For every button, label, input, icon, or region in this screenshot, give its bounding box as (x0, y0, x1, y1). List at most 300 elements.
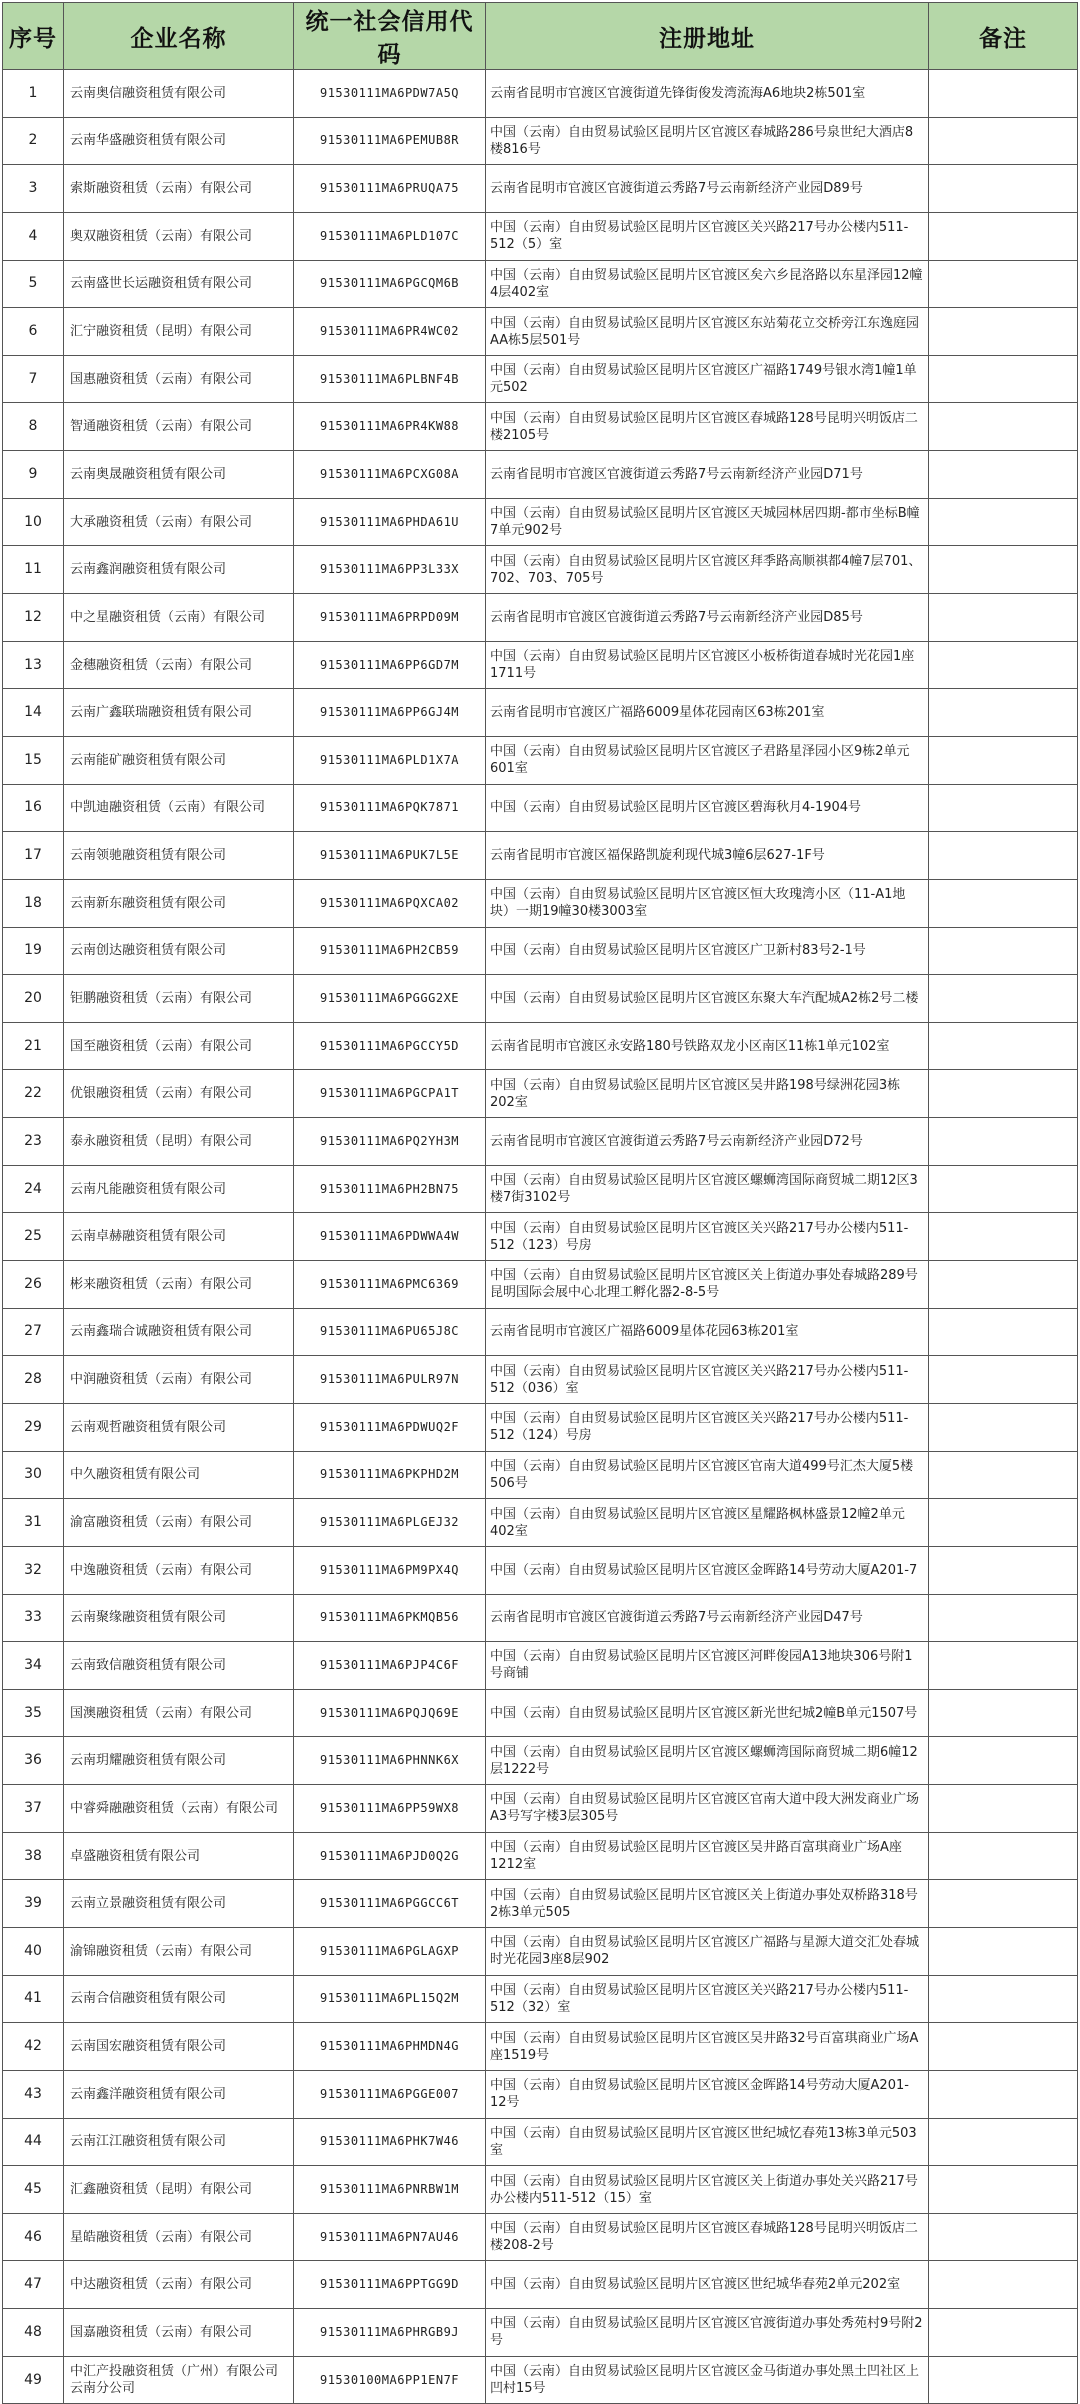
note-cell (929, 2166, 1078, 2214)
row-index: 25 (3, 1213, 64, 1261)
row-index: 24 (3, 1165, 64, 1213)
credit-code: 91530111MA6PQ2YH3M (294, 1118, 486, 1166)
row-index: 45 (3, 2166, 64, 2214)
registered-address: 中国（云南）自由贸易试验区昆明片区官渡区吴井路198号绿洲花园3栋202室 (486, 1070, 929, 1118)
table-row (3, 1022, 1078, 1070)
note-cell (929, 641, 1078, 689)
credit-code: 91530111MA6PHNNK6X (294, 1737, 486, 1785)
credit-code: 91530111MA6PEMUB8R (294, 117, 486, 165)
table-row (3, 308, 1078, 356)
row-index: 11 (3, 546, 64, 594)
registered-address: 中国（云南）自由贸易试验区昆明片区官渡区关兴路217号办公楼内511-512（5）室 (486, 212, 929, 260)
credit-code: 91530111MA6PR4WC02 (294, 308, 486, 356)
row-index: 16 (3, 784, 64, 832)
registered-address: 中国（云南）自由贸易试验区昆明片区官渡区金晖路14号劳动大厦A201-12号 (486, 2070, 929, 2118)
registered-address: 中国（云南）自由贸易试验区昆明片区官渡区吴井路32号百富琪商业广场A座1519号 (486, 2023, 929, 2071)
credit-code: 91530111MA6PHK7W46 (294, 2118, 486, 2166)
credit-code: 91530111MA6PR4KW88 (294, 403, 486, 451)
registered-address: 云南省昆明市官渡区官渡街道先锋街俊发湾流海A6地块2栋501室 (486, 70, 929, 118)
registered-address: 中国（云南）自由贸易试验区昆明片区官渡区子君路星泽园小区9栋2单元601室 (486, 736, 929, 784)
credit-code: 91530111MA6PRUQA75 (294, 165, 486, 213)
registered-address: 中国（云南）自由贸易试验区昆明片区官渡区官南大道499号汇杰大厦5楼506号 (486, 1451, 929, 1499)
registered-address: 中国（云南）自由贸易试验区昆明片区官渡区拜季路高顺祺都4幢7层701、702、703、705号 (486, 546, 929, 594)
registered-address: 云南省昆明市官渡区官渡街道云秀路7号云南新经济产业园D72号 (486, 1118, 929, 1166)
registered-address: 中国（云南）自由贸易试验区昆明片区官渡区金晖路14号劳动大厦A201-7 (486, 1546, 929, 1594)
header-company-name: 企业名称 (64, 3, 294, 70)
registered-address: 中国（云南）自由贸易试验区昆明片区官渡区矣六乡昆洛路以东星泽园12幢4层402室 (486, 260, 929, 308)
credit-code: 91530111MA6PGGE007 (294, 2070, 486, 2118)
company-name: 中润融资租赁（云南）有限公司 (64, 1356, 294, 1404)
note-cell (929, 1403, 1078, 1451)
company-name: 钜鹏融资租赁（云南）有限公司 (64, 975, 294, 1023)
row-index: 29 (3, 1403, 64, 1451)
company-name: 智通融资租赁（云南）有限公司 (64, 403, 294, 451)
credit-code: 91530111MA6PQK7871 (294, 784, 486, 832)
credit-code: 91530111MA6PLBNF4B (294, 355, 486, 403)
credit-code: 91530111MA6PP6GD7M (294, 641, 486, 689)
company-name: 国至融资租赁（云南）有限公司 (64, 1022, 294, 1070)
note-cell (929, 689, 1078, 737)
registered-address: 中国（云南）自由贸易试验区昆明片区官渡区碧海秋月4-1904号 (486, 784, 929, 832)
row-index: 4 (3, 212, 64, 260)
table-row (3, 355, 1078, 403)
registered-address: 中国（云南）自由贸易试验区昆明片区官渡区金马街道办事处黑土凹社区上凹村15号 (486, 2356, 929, 2404)
company-name: 中睿舜融融资租赁（云南）有限公司 (64, 1785, 294, 1833)
note-cell (929, 2118, 1078, 2166)
credit-code: 91530111MA6PN7AU46 (294, 2213, 486, 2261)
credit-code: 91530111MA6PPTGG9D (294, 2261, 486, 2309)
company-name: 云南江江融资租赁有限公司 (64, 2118, 294, 2166)
credit-code: 91530111MA6PGCQM6B (294, 260, 486, 308)
note-cell (929, 498, 1078, 546)
header-notes: 备注 (929, 3, 1078, 70)
table-body (3, 70, 1078, 2404)
table-row (3, 165, 1078, 213)
company-name: 云南奥晟融资租赁有限公司 (64, 451, 294, 499)
company-name: 中达融资租赁（云南）有限公司 (64, 2261, 294, 2309)
table-row (3, 1118, 1078, 1166)
note-cell (929, 1499, 1078, 1547)
table-row (3, 594, 1078, 642)
table-row (3, 641, 1078, 689)
row-index: 8 (3, 403, 64, 451)
row-index: 46 (3, 2213, 64, 2261)
table-row (3, 1261, 1078, 1309)
row-index: 13 (3, 641, 64, 689)
registered-address: 云南省昆明市官渡区官渡街道云秀路7号云南新经济产业园D89号 (486, 165, 929, 213)
registered-address: 中国（云南）自由贸易试验区昆明片区官渡区螺蛳湾国际商贸城二期12区3楼7街3102号 (486, 1165, 929, 1213)
table-row (3, 1356, 1078, 1404)
company-name: 云南新东融资租赁有限公司 (64, 879, 294, 927)
credit-code: 91530111MA6PGCPA1T (294, 1070, 486, 1118)
table-row (3, 1070, 1078, 1118)
note-cell (929, 1642, 1078, 1690)
note-cell (929, 212, 1078, 260)
note-cell (929, 70, 1078, 118)
row-index: 30 (3, 1451, 64, 1499)
registered-address: 中国（云南）自由贸易试验区昆明片区官渡区关兴路217号办公楼内511-512（036）室 (486, 1356, 929, 1404)
company-name: 云南致信融资租赁有限公司 (64, 1642, 294, 1690)
note-cell (929, 975, 1078, 1023)
row-index: 38 (3, 1832, 64, 1880)
credit-code: 91530111MA6PH2BN75 (294, 1165, 486, 1213)
note-cell (929, 1261, 1078, 1309)
row-index: 37 (3, 1785, 64, 1833)
row-index: 48 (3, 2309, 64, 2357)
row-index: 47 (3, 2261, 64, 2309)
row-index: 43 (3, 2070, 64, 2118)
registered-address: 中国（云南）自由贸易试验区昆明片区官渡区恒大玫瑰湾小区（11-A1地块）一期19幢30楼3003室 (486, 879, 929, 927)
note-cell (929, 2070, 1078, 2118)
header-row (3, 3, 1078, 70)
table-row (3, 546, 1078, 594)
company-name: 云南玥耀融资租赁有限公司 (64, 1737, 294, 1785)
note-cell (929, 1689, 1078, 1737)
registered-address: 中国（云南）自由贸易试验区昆明片区官渡区小板桥街道春城时光花园1座1711号 (486, 641, 929, 689)
company-name: 云南鑫润融资租赁有限公司 (64, 546, 294, 594)
registered-address: 中国（云南）自由贸易试验区昆明片区官渡区春城路128号昆明兴明饭店二楼208-2号 (486, 2213, 929, 2261)
note-cell (929, 451, 1078, 499)
registered-address: 中国（云南）自由贸易试验区昆明片区官渡区关上街道办事处关兴路217号办公楼内511-512（15）室 (486, 2166, 929, 2214)
note-cell (929, 308, 1078, 356)
credit-code: 91530111MA6PL15Q2M (294, 1975, 486, 2023)
company-name: 国嘉融资租赁（云南）有限公司 (64, 2309, 294, 2357)
row-index: 39 (3, 1880, 64, 1928)
note-cell (929, 1785, 1078, 1833)
table-row (3, 1546, 1078, 1594)
note-cell (929, 117, 1078, 165)
company-name: 卓盛融资租赁有限公司 (64, 1832, 294, 1880)
table-row (3, 1689, 1078, 1737)
company-registry-table (2, 2, 1078, 2404)
table-row (3, 451, 1078, 499)
note-cell (929, 1594, 1078, 1642)
credit-code: 91530111MA6PGCCY5D (294, 1022, 486, 1070)
company-name: 优银融资租赁（云南）有限公司 (64, 1070, 294, 1118)
table-row (3, 2118, 1078, 2166)
row-index: 2 (3, 117, 64, 165)
table-row (3, 2070, 1078, 2118)
note-cell (929, 927, 1078, 975)
credit-code: 91530111MA6PRPD09M (294, 594, 486, 642)
note-cell (929, 355, 1078, 403)
note-cell (929, 1451, 1078, 1499)
credit-code: 91530111MA6PULR97N (294, 1356, 486, 1404)
registered-address: 云南省昆明市官渡区广福路6009星体花园南区63栋201室 (486, 689, 929, 737)
company-name: 云南奥信融资租赁有限公司 (64, 70, 294, 118)
company-name: 云南凡能融资租赁有限公司 (64, 1165, 294, 1213)
note-cell (929, 165, 1078, 213)
registered-address: 云南省昆明市官渡区官渡街道云秀路7号云南新经济产业园D85号 (486, 594, 929, 642)
registered-address: 中国（云南）自由贸易试验区昆明片区官渡区广福路与星源大道交汇处春城时光花园3座8层902 (486, 1927, 929, 1975)
note-cell (929, 879, 1078, 927)
company-name: 中之星融资租赁（云南）有限公司 (64, 594, 294, 642)
registered-address: 中国（云南）自由贸易试验区昆明片区官渡区关兴路217号办公楼内511-512（32）室 (486, 1975, 929, 2023)
table-row (3, 403, 1078, 451)
row-index: 3 (3, 165, 64, 213)
note-cell (929, 1022, 1078, 1070)
table-row (3, 2166, 1078, 2214)
note-cell (929, 736, 1078, 784)
table-row (3, 1213, 1078, 1261)
company-name: 中久融资租赁有限公司 (64, 1451, 294, 1499)
row-index: 49 (3, 2356, 64, 2404)
company-name: 云南能矿融资租赁有限公司 (64, 736, 294, 784)
note-cell (929, 1118, 1078, 1166)
company-name: 中汇产投融资租赁（广州）有限公司云南分公司 (64, 2356, 294, 2404)
row-index: 21 (3, 1022, 64, 1070)
credit-code: 91530111MA6PMC6369 (294, 1261, 486, 1309)
note-cell (929, 1070, 1078, 1118)
registered-address: 中国（云南）自由贸易试验区昆明片区官渡区世纪城华春苑2单元202室 (486, 2261, 929, 2309)
table-row (3, 975, 1078, 1023)
credit-code: 91530111MA6PCXG08A (294, 451, 486, 499)
note-cell (929, 1213, 1078, 1261)
row-index: 36 (3, 1737, 64, 1785)
note-cell (929, 2356, 1078, 2404)
registered-address: 中国（云南）自由贸易试验区昆明片区官渡区广卫新村83号2-1号 (486, 927, 929, 975)
credit-code: 91530111MA6PUK7L5E (294, 832, 486, 880)
company-name: 云南领驰融资租赁有限公司 (64, 832, 294, 880)
credit-code: 91530111MA6PKPHD2M (294, 1451, 486, 1499)
row-index: 15 (3, 736, 64, 784)
row-index: 5 (3, 260, 64, 308)
company-name: 国澳融资租赁（云南）有限公司 (64, 1689, 294, 1737)
credit-code: 91530111MA6PP3L33X (294, 546, 486, 594)
company-name: 云南广鑫联瑞融资租赁有限公司 (64, 689, 294, 737)
registered-address: 云南省昆明市官渡区官渡街道云秀路7号云南新经济产业园D47号 (486, 1594, 929, 1642)
row-index: 14 (3, 689, 64, 737)
credit-code: 91530111MA6PGGG2XE (294, 975, 486, 1023)
credit-code: 91530111MA6PDWUQ2F (294, 1403, 486, 1451)
company-name: 云南卓赫融资租赁有限公司 (64, 1213, 294, 1261)
table-row (3, 1594, 1078, 1642)
company-name: 中凯迪融资租赁（云南）有限公司 (64, 784, 294, 832)
company-name: 彬来融资租赁（云南）有限公司 (64, 1261, 294, 1309)
row-index: 12 (3, 594, 64, 642)
company-name: 云南鑫洋融资租赁有限公司 (64, 2070, 294, 2118)
credit-code: 91530111MA6PU65J8C (294, 1308, 486, 1356)
note-cell (929, 1356, 1078, 1404)
table-row (3, 736, 1078, 784)
note-cell (929, 594, 1078, 642)
row-index: 28 (3, 1356, 64, 1404)
row-index: 42 (3, 2023, 64, 2071)
credit-code: 91530111MA6PNRBW1M (294, 2166, 486, 2214)
note-cell (929, 1308, 1078, 1356)
note-cell (929, 1927, 1078, 1975)
table-row (3, 1308, 1078, 1356)
company-name: 金穗融资租赁（云南）有限公司 (64, 641, 294, 689)
row-index: 9 (3, 451, 64, 499)
registered-address: 中国（云南）自由贸易试验区昆明片区官渡区东聚大车汽配城A2栋2号二楼 (486, 975, 929, 1023)
note-cell (929, 1832, 1078, 1880)
company-name: 渝锦融资租赁（云南）有限公司 (64, 1927, 294, 1975)
company-name: 星皓融资租赁（云南）有限公司 (64, 2213, 294, 2261)
header-index: 序号 (3, 3, 64, 70)
note-cell (929, 2309, 1078, 2357)
row-index: 10 (3, 498, 64, 546)
table-row (3, 1975, 1078, 2023)
company-name: 国惠融资租赁（云南）有限公司 (64, 355, 294, 403)
note-cell (929, 1880, 1078, 1928)
credit-code: 91530111MA6PDWWA4W (294, 1213, 486, 1261)
note-cell (929, 832, 1078, 880)
row-index: 31 (3, 1499, 64, 1547)
note-cell (929, 1165, 1078, 1213)
header-credit-code: 统一社会信用代码 (294, 3, 486, 70)
registered-address: 中国（云南）自由贸易试验区昆明片区官渡区东站菊花立交桥旁江东逸庭园AA栋5层501号 (486, 308, 929, 356)
table-row (3, 784, 1078, 832)
note-cell (929, 2023, 1078, 2071)
header-address: 注册地址 (486, 3, 929, 70)
row-index: 20 (3, 975, 64, 1023)
company-name: 奥双融资租赁（云南）有限公司 (64, 212, 294, 260)
company-name: 云南盛世长运融资租赁有限公司 (64, 260, 294, 308)
table-row (3, 117, 1078, 165)
registered-address: 中国（云南）自由贸易试验区昆明片区官渡区河畔俊园A13地块306号附1号商铺 (486, 1642, 929, 1690)
table-row (3, 879, 1078, 927)
credit-code: 91530111MA6PKMQB56 (294, 1594, 486, 1642)
row-index: 6 (3, 308, 64, 356)
company-name: 云南立景融资租赁有限公司 (64, 1880, 294, 1928)
registered-address: 中国（云南）自由贸易试验区昆明片区官渡区关兴路217号办公楼内511-512（123）号房 (486, 1213, 929, 1261)
note-cell (929, 1546, 1078, 1594)
table-header (3, 3, 1078, 70)
table-row (3, 2356, 1078, 2404)
registered-address: 中国（云南）自由贸易试验区昆明片区官渡区广福路1749号银水湾1幢1单元502 (486, 355, 929, 403)
company-name: 云南华盛融资租赁有限公司 (64, 117, 294, 165)
company-name: 中逸融资租赁（云南）有限公司 (64, 1546, 294, 1594)
company-name: 云南鑫瑞合诚融资租赁有限公司 (64, 1308, 294, 1356)
row-index: 22 (3, 1070, 64, 1118)
note-cell (929, 784, 1078, 832)
credit-code: 91530111MA6PH2CB59 (294, 927, 486, 975)
table-row (3, 1642, 1078, 1690)
registered-address: 云南省昆明市官渡区官渡街道云秀路7号云南新经济产业园D71号 (486, 451, 929, 499)
table-row (3, 70, 1078, 118)
row-index: 19 (3, 927, 64, 975)
table-row (3, 2309, 1078, 2357)
table-row (3, 689, 1078, 737)
registered-address: 中国（云南）自由贸易试验区昆明片区官渡区关兴路217号办公楼内511-512（124）号房 (486, 1403, 929, 1451)
registered-address: 中国（云南）自由贸易试验区昆明片区官渡区新光世纪城2幢B单元1507号 (486, 1689, 929, 1737)
registered-address: 云南省昆明市官渡区福保路凯旋利现代城3幢6层627-1F号 (486, 832, 929, 880)
table-row (3, 1403, 1078, 1451)
registered-address: 中国（云南）自由贸易试验区昆明片区官渡区天城园林居四期-都市坐标B幢7单元902号 (486, 498, 929, 546)
row-index: 34 (3, 1642, 64, 1690)
table-row (3, 1499, 1078, 1547)
table-row (3, 1737, 1078, 1785)
note-cell (929, 2261, 1078, 2309)
registered-address: 中国（云南）自由贸易试验区昆明片区官渡区螺蛳湾国际商贸城二期6幢12层1222号 (486, 1737, 929, 1785)
credit-code: 91530111MA6PJD0Q2G (294, 1832, 486, 1880)
company-name: 云南聚缘融资租赁有限公司 (64, 1594, 294, 1642)
table-row (3, 2023, 1078, 2071)
table-row (3, 1451, 1078, 1499)
registered-address: 中国（云南）自由贸易试验区昆明片区官渡区星耀路枫林盛景12幢2单元402室 (486, 1499, 929, 1547)
credit-code: 91530111MA6PGGCC6T (294, 1880, 486, 1928)
note-cell (929, 546, 1078, 594)
credit-code: 91530111MA6PP6GJ4M (294, 689, 486, 737)
credit-code: 91530111MA6PP59WX8 (294, 1785, 486, 1833)
note-cell (929, 2213, 1078, 2261)
table-row (3, 832, 1078, 880)
note-cell (929, 260, 1078, 308)
table-row (3, 2261, 1078, 2309)
credit-code: 91530111MA6PQXCA02 (294, 879, 486, 927)
registered-address: 中国（云南）自由贸易试验区昆明片区官渡区关上街道办事处双桥路318号2栋3单元505 (486, 1880, 929, 1928)
row-index: 26 (3, 1261, 64, 1309)
credit-code: 91530111MA6PGLAGXP (294, 1927, 486, 1975)
table-row (3, 1785, 1078, 1833)
row-index: 23 (3, 1118, 64, 1166)
credit-code: 91530111MA6PLD1X7A (294, 736, 486, 784)
company-name: 泰永融资租赁（昆明）有限公司 (64, 1118, 294, 1166)
registered-address: 中国（云南）自由贸易试验区昆明片区官渡区春城路128号昆明兴明饭店二楼2105号 (486, 403, 929, 451)
note-cell (929, 1737, 1078, 1785)
table-row (3, 1880, 1078, 1928)
registered-address: 云南省昆明市官渡区广福路6009星体花园63栋201室 (486, 1308, 929, 1356)
credit-code: 91530111MA6PJP4C6F (294, 1642, 486, 1690)
registered-address: 中国（云南）自由贸易试验区昆明片区官渡区吴井路百富琪商业广场A座1212室 (486, 1832, 929, 1880)
company-name: 云南观哲融资租赁有限公司 (64, 1403, 294, 1451)
company-name: 云南合信融资租赁有限公司 (64, 1975, 294, 2023)
table-row (3, 260, 1078, 308)
table-row (3, 1165, 1078, 1213)
company-name: 汇宁融资租赁（昆明）有限公司 (64, 308, 294, 356)
row-index: 32 (3, 1546, 64, 1594)
table-row (3, 1927, 1078, 1975)
table-row (3, 2213, 1078, 2261)
credit-code: 91530100MA6PP1EN7F (294, 2356, 486, 2404)
row-index: 44 (3, 2118, 64, 2166)
company-name: 大承融资租赁（云南）有限公司 (64, 498, 294, 546)
row-index: 33 (3, 1594, 64, 1642)
row-index: 1 (3, 70, 64, 118)
note-cell (929, 1975, 1078, 2023)
company-name: 云南国宏融资租赁有限公司 (64, 2023, 294, 2071)
credit-code: 91530111MA6PLD107C (294, 212, 486, 260)
table-row (3, 498, 1078, 546)
table-row (3, 1832, 1078, 1880)
row-index: 41 (3, 1975, 64, 2023)
registered-address: 中国（云南）自由贸易试验区昆明片区官渡区关上街道办事处春城路289号昆明国际会展中心北理工孵化器2-8-5号 (486, 1261, 929, 1309)
company-name: 云南创达融资租赁有限公司 (64, 927, 294, 975)
table-row (3, 212, 1078, 260)
credit-code: 91530111MA6PM9PX4Q (294, 1546, 486, 1594)
registered-address: 中国（云南）自由贸易试验区昆明片区官渡区世纪城忆春苑13栋3单元503室 (486, 2118, 929, 2166)
row-index: 18 (3, 879, 64, 927)
credit-code: 91530111MA6PLGEJ32 (294, 1499, 486, 1547)
registered-address: 中国（云南）自由贸易试验区昆明片区官渡区官渡街道办事处秀苑村9号附2号 (486, 2309, 929, 2357)
credit-code: 91530111MA6PHRGB9J (294, 2309, 486, 2357)
row-index: 7 (3, 355, 64, 403)
row-index: 17 (3, 832, 64, 880)
company-name: 汇鑫融资租赁（昆明）有限公司 (64, 2166, 294, 2214)
credit-code: 91530111MA6PQJQ69E (294, 1689, 486, 1737)
table-row (3, 927, 1078, 975)
registered-address: 中国（云南）自由贸易试验区昆明片区官渡区春城路286号泉世纪大酒店8楼816号 (486, 117, 929, 165)
credit-code: 91530111MA6PHDA61U (294, 498, 486, 546)
company-name: 渝富融资租赁（云南）有限公司 (64, 1499, 294, 1547)
company-name: 索斯融资租赁（云南）有限公司 (64, 165, 294, 213)
credit-code: 91530111MA6PDW7A5Q (294, 70, 486, 118)
row-index: 27 (3, 1308, 64, 1356)
registered-address: 云南省昆明市官渡区永安路180号铁路双龙小区南区11栋1单元102室 (486, 1022, 929, 1070)
row-index: 35 (3, 1689, 64, 1737)
note-cell (929, 403, 1078, 451)
